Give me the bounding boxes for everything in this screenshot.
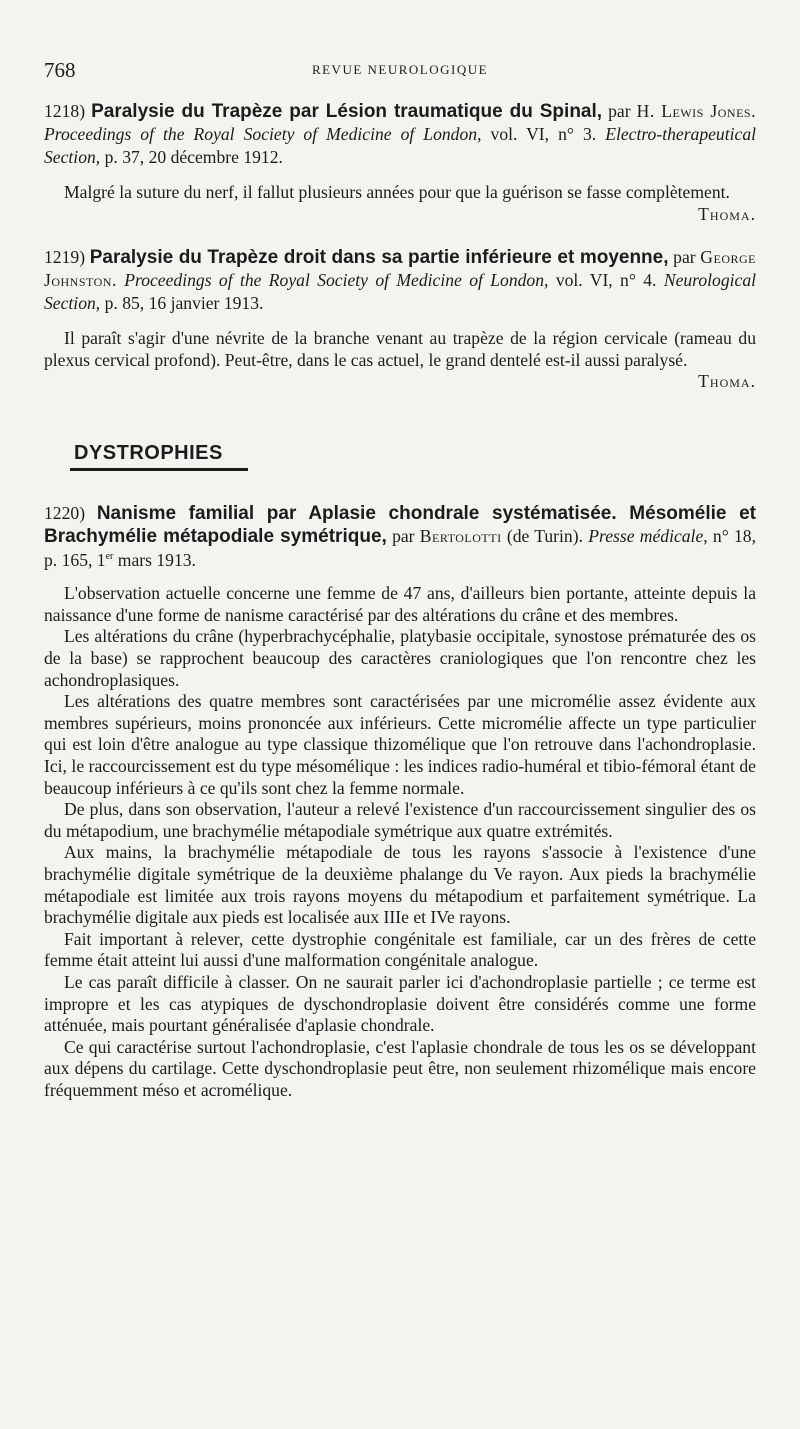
body-paragraph: Aux mains, la brachymélie métapodiale de tous les rayons s'associe à l'existence d'une brachymélie digitale symétrique de la deuxième phalange du Ve rayon. Aux pieds la brachymélie métapodiale est limitée aux trois rayons moyens du métapodium et parfaitement symétrique. La brachymélie digitale aux pieds est localisée aux IIIe et IVe rayons. xyxy=(44,842,756,928)
body-paragraph: De plus, dans son observation, l'auteur a relevé l'existence d'un raccourcissement singulier des os du métapodium, une brachymélie métapodiale symétrique aux quatre extrémités. xyxy=(44,799,756,841)
page-number: 768 xyxy=(44,58,76,82)
entry-by: par xyxy=(392,526,415,547)
body-paragraph: Les altérations du crâne (hyperbrachycéphalie, platybasie occipitale, synostose prématurée des os de la base) se rapprochent beaucoup des caractères craniologiques que l'on rencontre chez les achondroplasiques. xyxy=(44,626,756,690)
body-paragraph: Les altérations des quatre membres sont caractérisées par une micromélie assez évidente aux membres supérieurs, moins prononcée aux inférieurs. Cette micromélie affecte un type particulier qui est loin d'être analogue au type classique thizomélique que l'on retrouve dans l'achondroplasie. Ici, le raccourcissement est du type mésomélique : les indices radio-huméral et tibio-fémoral étant de beaucoup inférieurs à ce qu'ils sont chez la femme normale. xyxy=(44,691,756,798)
entry-section: Electro-therapeutical Section, xyxy=(44,124,757,167)
entry-journal: Proceedings of the Royal Society of Medicine of London, xyxy=(124,270,549,291)
entry-title: Nanisme familial par Aplasie chondrale systématisée. Mésomélie et Brachymélie métapodiale symétrique, xyxy=(44,503,756,548)
entry-title: Paralysie du Trapèze droit dans sa partie inférieure et moyenne, xyxy=(89,247,669,268)
entry-citation: p. 85, 16 janvier 1913. xyxy=(104,292,264,313)
entry-citation-sup: er xyxy=(105,550,114,562)
entry-journal: Presse médicale, xyxy=(588,526,708,547)
entry-section: Neurological Section, xyxy=(44,270,757,313)
entry-title-block xyxy=(44,502,756,571)
section-rule xyxy=(70,468,248,471)
entry-signature: Thoma. xyxy=(698,203,756,224)
entry-by: par xyxy=(608,101,631,121)
entry-body-text: Il paraît s'agir d'une névrite de la branche venant au trapèze de la région cervicale (rameau du plexus cervical profond). Peut-être, dans le cas actuel, le grand dentelé est-il aussi paralysé. xyxy=(44,328,756,370)
entry-body xyxy=(44,328,756,392)
entry-citation: n° 18, p. 165, 1 xyxy=(44,526,756,570)
body-paragraph: Ce qui caractérise surtout l'achondroplasie, c'est l'aplasie chondrale de tous les os se développant aux dépens du cartilage. Cette dyschondroplasie peut être, non seulement rhizomélique mais encore fréquemment méso et acromélique. xyxy=(44,1036,756,1100)
abstract-entry-1219 xyxy=(44,246,756,393)
abstract-entry-1220 xyxy=(44,502,756,1101)
entry-citation: vol. VI, n° 4. xyxy=(555,270,657,291)
page-header xyxy=(44,58,756,86)
body-paragraph: Fait important à relever, cette dystrophie congénitale est familiale, car un des frères de cette femme était atteint lui aussi d'une malformation congénitale analogue. xyxy=(44,928,756,971)
entry-by: par xyxy=(673,247,696,267)
body-paragraph: L'observation actuelle concerne une femme de 47 ans, d'ailleurs bien portante, atteinte depuis la naissance d'une forme de nanisme caractérisé par des altérations du crâne et des membres. xyxy=(44,583,756,625)
entry-place: (de Turin). xyxy=(506,526,583,547)
entry-body xyxy=(44,583,756,1101)
body-paragraph: Le cas paraît difficile à classer. On ne saurait parler ici d'achondroplasie partielle ; ce terme est impropre et les cas atypiques de dyschondroplasie doivent être considérés comme une forme atténuée, mais pourtant généralisée d'aplasie chondrale. xyxy=(44,971,756,1036)
entry-body-text: Malgré la suture du nerf, il fallut plusieurs années pour que la guérison se fasse complètement. xyxy=(64,182,730,203)
entry-citation: vol. VI, xyxy=(490,124,550,145)
entry-title-block xyxy=(44,246,756,314)
entry-citation: mars 1913. xyxy=(117,549,196,570)
entry-body xyxy=(44,182,756,224)
entry-citation: n° 3. xyxy=(558,124,597,145)
entry-title-block xyxy=(44,100,756,168)
entry-number: 1219) xyxy=(44,247,86,267)
entry-signature: Thoma. xyxy=(698,371,756,392)
entry-journal: Proceedings of the Royal Society of Medicine of London, xyxy=(44,124,482,145)
section-heading: DYSTROPHIES xyxy=(74,442,223,464)
entry-author: Bertolotti xyxy=(419,526,502,547)
entry-author: George Johnston. xyxy=(44,247,756,291)
entry-number: 1220) xyxy=(44,503,86,523)
entry-author: H. Lewis Jones. xyxy=(636,101,756,121)
entry-title: Paralysie du Trapèze par Lésion traumatique du Spinal, xyxy=(91,101,603,122)
abstract-entry-1218 xyxy=(44,100,756,225)
entry-number: 1218) xyxy=(44,101,86,121)
running-title: REVUE NEUROLOGIQUE xyxy=(311,62,489,77)
entry-citation: p. 37, 20 décembre 1912. xyxy=(104,146,283,167)
